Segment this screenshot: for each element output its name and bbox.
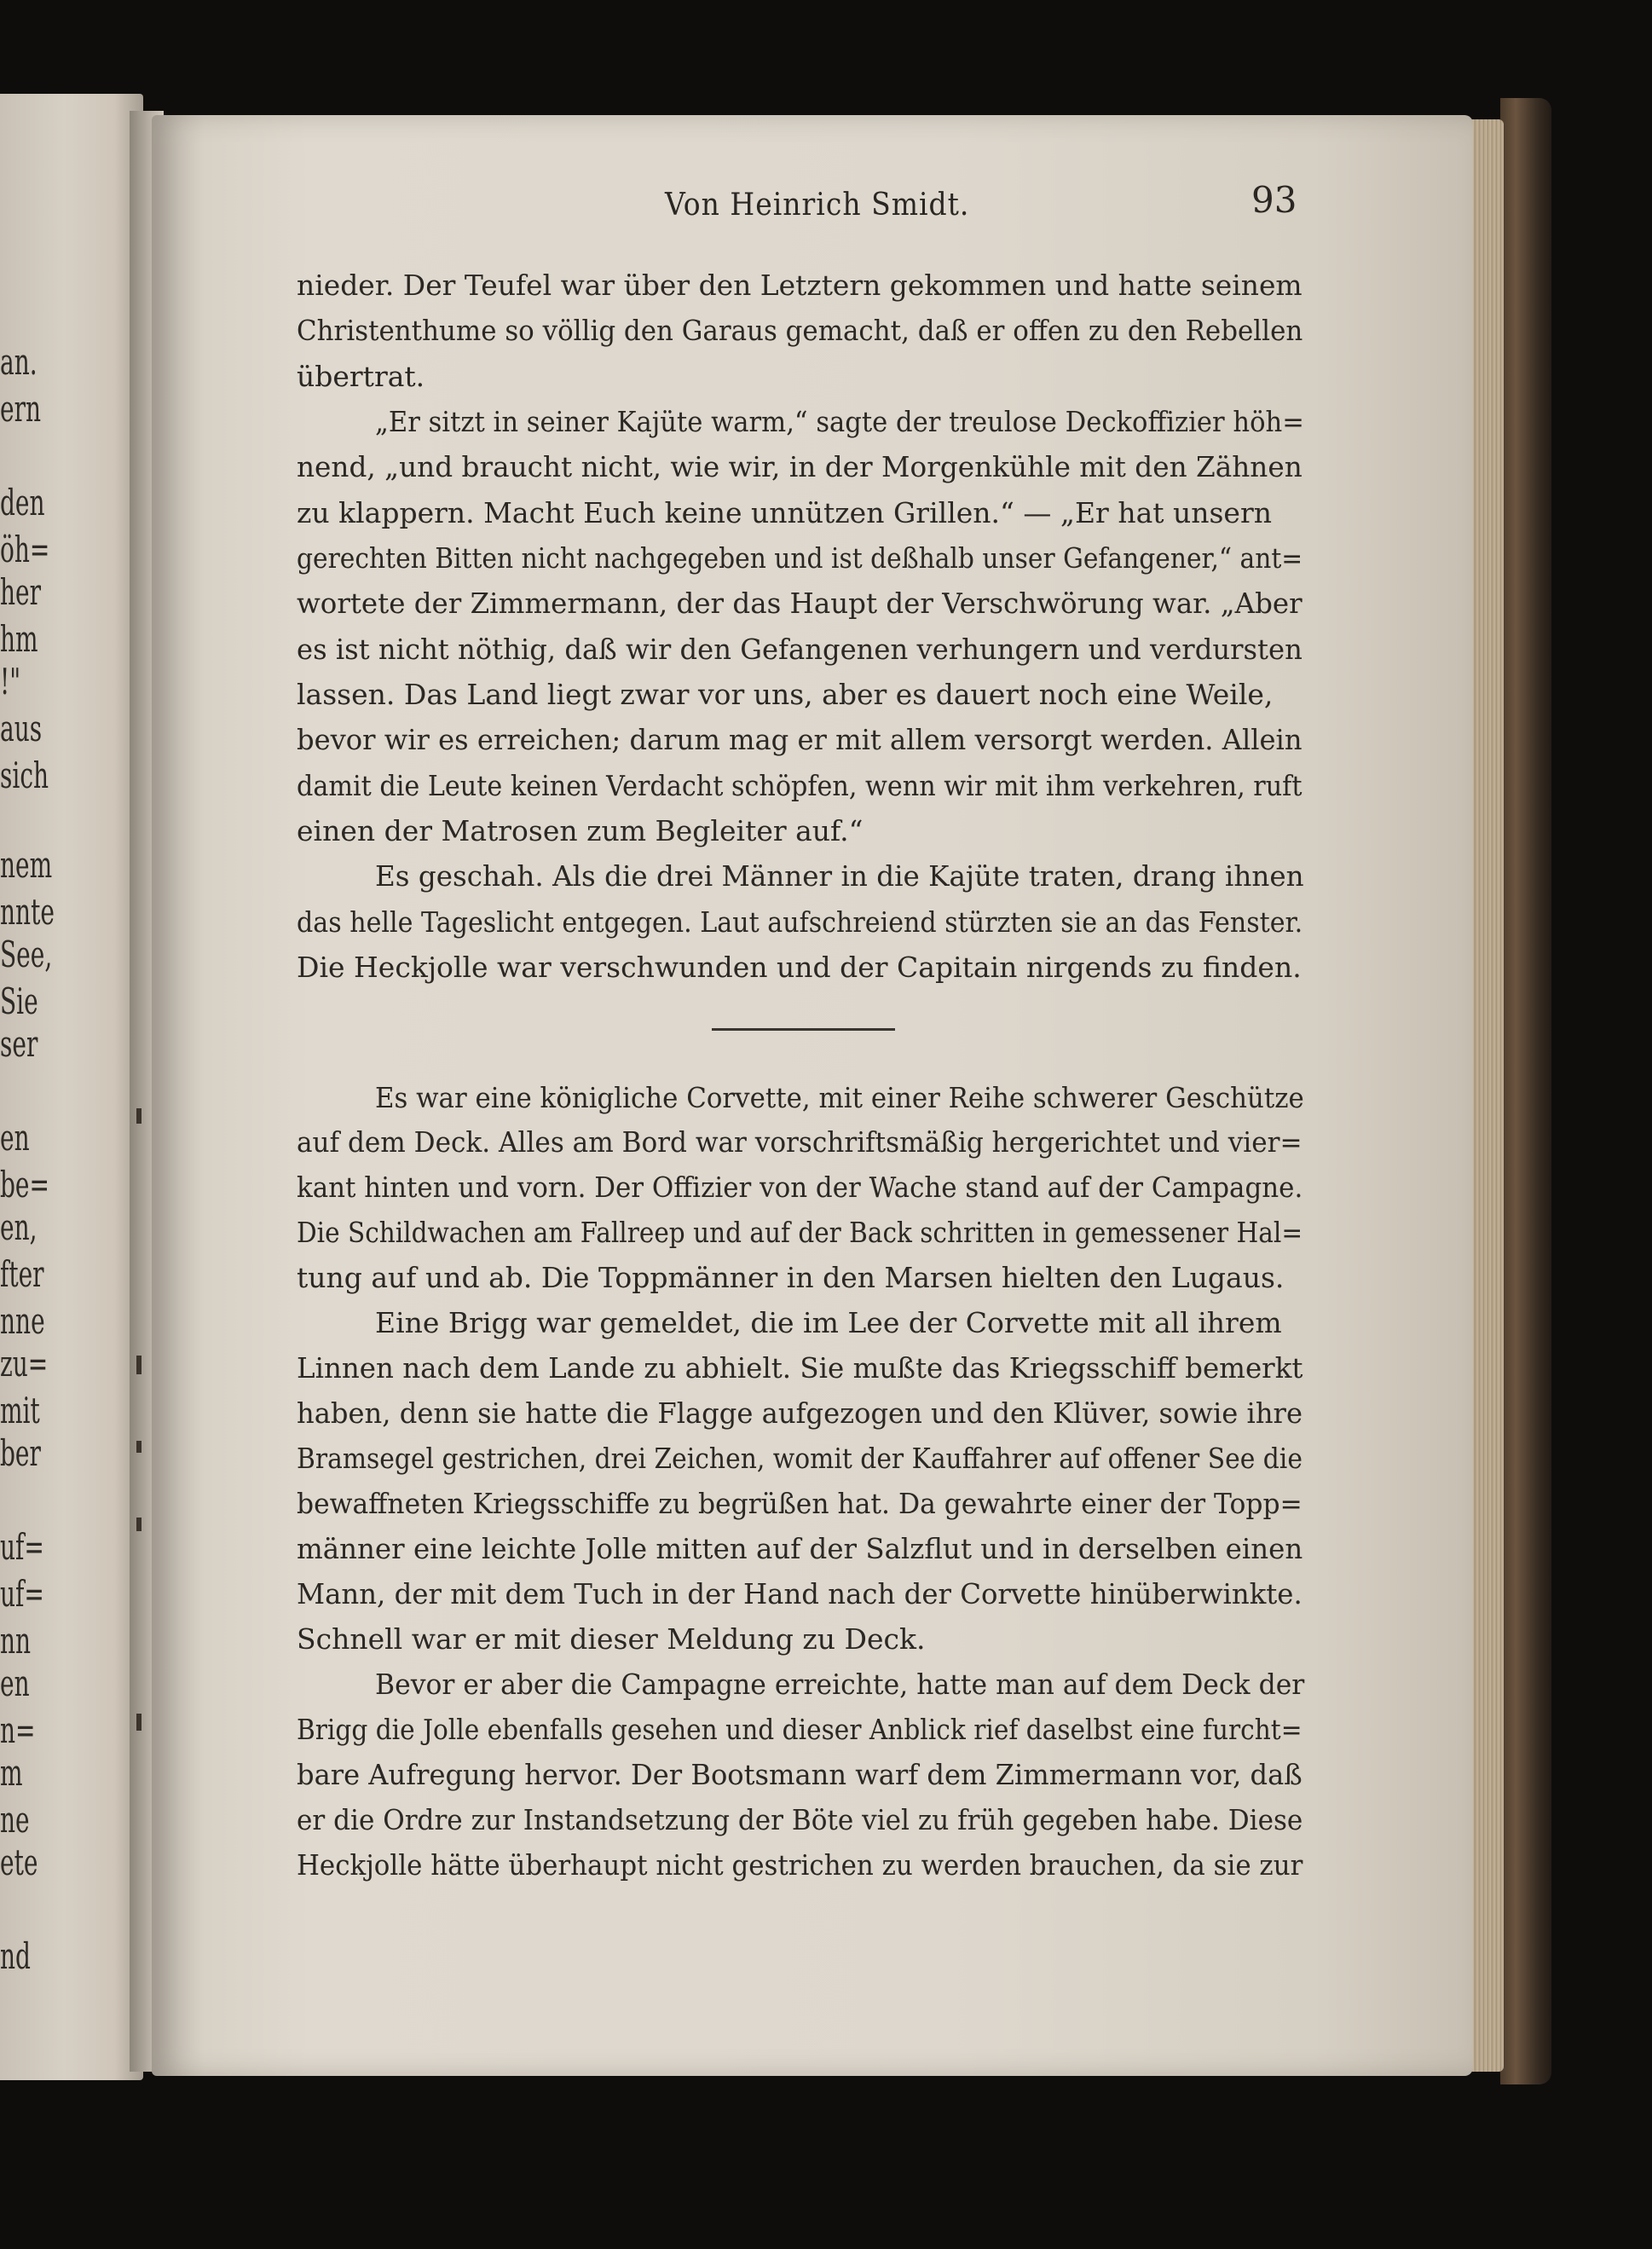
left-fragment: nne xyxy=(0,1300,45,1343)
text-line: männer eine leichte Jolle mitten auf der Salzflut und in derselben einen xyxy=(297,1532,1303,1565)
text-line: Linnen nach dem Lande zu abhielt. Sie mußte das Kriegsschiff bemerkt xyxy=(297,1351,1303,1385)
text-line: zu klappern. Macht Euch keine unnützen Grillen.“ — „Er hat unsern xyxy=(297,496,1272,529)
text-line: übertrat. xyxy=(297,360,425,393)
left-fragment: nnte xyxy=(0,891,55,934)
left-fragment: en xyxy=(0,1117,30,1159)
text-line: Mann, der mit dem Tuch in der Hand nach der Corvette hinüberwinkte. xyxy=(297,1577,1303,1610)
left-fragment: n= xyxy=(0,1709,36,1752)
text-line: gerechten Bitten nicht nachgegeben und ist deßhalb unser Gefangener,“ ant= xyxy=(297,541,1303,575)
text-line: Es geschah. Als die drei Männer in die Kajüte traten, drang ihnen xyxy=(375,859,1304,893)
left-fragment: sich xyxy=(0,754,49,797)
text-line: Die Heckjolle war verschwunden und der Capitain nirgends zu finden. xyxy=(297,951,1302,984)
text-line: Schnell war er mit dieser Meldung zu Deck. xyxy=(297,1622,926,1656)
left-fragment: öh= xyxy=(0,529,50,571)
text-line: bewaffneten Kriegsschiffe zu begrüßen hat. Da gewahrte einer der Topp= xyxy=(297,1487,1303,1520)
text-line: Bramsegel gestrichen, drei Zeichen, womit der Kauffahrer auf offener See die xyxy=(297,1442,1303,1475)
text-line: nend, „und braucht nicht, wie wir, in der Morgenkühle mit den Zähnen xyxy=(297,450,1303,483)
left-fragment: hm xyxy=(0,618,38,661)
left-fragment: aus xyxy=(0,708,43,750)
left-fragment: ne xyxy=(0,1799,30,1841)
text-line: kant hinten und vorn. Der Offizier von der Wache stand auf der Campagne. xyxy=(297,1171,1303,1204)
text-line: Christenthume so völlig den Garaus gemacht, daß er offen zu den Rebellen xyxy=(297,314,1303,347)
left-fragment: ern xyxy=(0,388,41,431)
binding-mark xyxy=(136,1356,142,1374)
left-fragment: ser xyxy=(0,1023,38,1066)
left-fragment: Sie xyxy=(0,980,38,1023)
text-line: Die Schildwachen am Fallreep und auf der Back schritten in gemessener Hal= xyxy=(297,1216,1303,1249)
text-line: wortete der Zimmermann, der das Haupt der Verschwörung war. „Aber xyxy=(297,587,1303,620)
left-fragment: !" xyxy=(0,661,21,703)
left-fragment: uf= xyxy=(0,1573,44,1616)
text-line: er die Ordre zur Instandsetzung der Böte viel zu früh gegeben habe. Diese xyxy=(297,1803,1303,1836)
left-fragment: See, xyxy=(0,934,53,976)
left-fragment: ete xyxy=(0,1841,38,1884)
left-fragment: nd xyxy=(0,1935,31,1978)
text-line: Brigg die Jolle ebenfalls gesehen und dieser Anblick rief daselbst eine furcht= xyxy=(297,1713,1303,1746)
left-fragment: zu= xyxy=(0,1343,49,1385)
text-line: einen der Matrosen zum Begleiter auf.“ xyxy=(297,814,864,847)
text-line: das helle Tageslicht entgegen. Laut aufschreiend stürzten sie an das Fenster. xyxy=(297,905,1303,939)
left-fragment: nem xyxy=(0,844,53,887)
book-cover-edge xyxy=(1500,98,1551,2084)
text-line: „Er sitzt in seiner Kajüte warm,“ sagte der treulose Deckoffizier höh= xyxy=(375,405,1304,438)
text-line: damit die Leute keinen Verdacht schöpfen, wenn wir mit ihm verkehren, ruft xyxy=(297,769,1303,802)
text-line: es ist nicht nöthig, daß wir den Gefangenen verhungern und verdursten xyxy=(297,633,1303,666)
text-line: bare Aufregung hervor. Der Bootsmann warf dem Zimmermann vor, daß xyxy=(297,1758,1303,1791)
left-fragment: fter xyxy=(0,1253,44,1296)
text-line: Es war eine königliche Corvette, mit einer Reihe schwerer Geschütze xyxy=(375,1081,1304,1114)
text-line: Eine Brigg war gemeldet, die im Lee der Corvette mit all ihrem xyxy=(375,1306,1282,1339)
left-fragment: en, xyxy=(0,1206,38,1249)
left-fragment: an. xyxy=(0,341,38,384)
left-fragment: den xyxy=(0,482,45,524)
section-divider xyxy=(712,1028,895,1031)
running-title: Von Heinrich Smidt. xyxy=(665,186,970,223)
binding-mark xyxy=(136,1441,142,1453)
binding-mark xyxy=(136,1108,142,1124)
left-fragment: nn xyxy=(0,1620,32,1662)
text-line: bevor wir es erreichen; darum mag er mit allem versorgt werden. Allein xyxy=(297,723,1303,756)
left-fragment: m xyxy=(0,1752,23,1795)
binding-mark xyxy=(136,1518,142,1531)
text-line: Heckjolle hätte überhaupt nicht gestrichen zu werden brauchen, da sie zur xyxy=(297,1848,1303,1882)
left-fragment: be= xyxy=(0,1164,49,1206)
left-fragment: her xyxy=(0,571,41,614)
text-line: Bevor er aber die Campagne erreichte, hatte man auf dem Deck der xyxy=(375,1668,1305,1701)
text-line: nieder. Der Teufel war über den Letztern gekommen und hatte seinem xyxy=(297,269,1303,302)
left-fragment: uf= xyxy=(0,1526,44,1569)
text-line: auf dem Deck. Alles am Bord war vorschriftsmäßig hergerichtet und vier= xyxy=(297,1125,1303,1159)
left-fragment: mit xyxy=(0,1390,40,1432)
text-line: haben, denn sie hatte die Flagge aufgezogen und den Klüver, sowie ihre xyxy=(297,1396,1303,1430)
text-line: tung auf und ab. Die Toppmänner in den Marsen hielten den Lugaus. xyxy=(297,1261,1285,1294)
binding-mark xyxy=(136,1714,142,1731)
left-fragment: ber xyxy=(0,1432,41,1475)
text-line: lassen. Das Land liegt zwar vor uns, aber es dauert noch eine Weile, xyxy=(297,678,1274,711)
left-page xyxy=(0,94,143,2080)
left-fragment: en xyxy=(0,1662,30,1705)
page-number: 93 xyxy=(1251,179,1297,221)
